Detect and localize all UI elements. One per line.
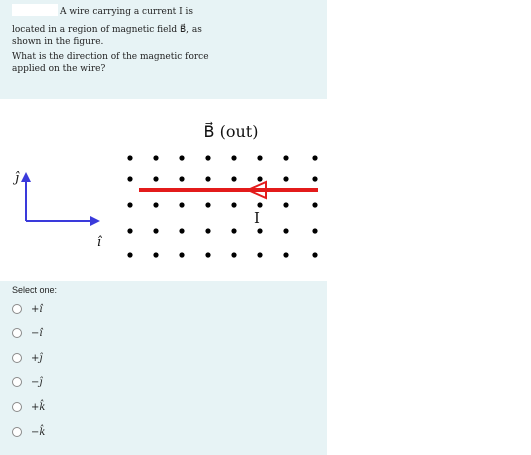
field-dot xyxy=(205,202,210,207)
j-arrow-icon xyxy=(21,172,31,182)
field-dot xyxy=(127,155,132,160)
j-axis-label: ĵ xyxy=(14,171,20,186)
field-label: B⃗ (out) xyxy=(203,122,259,141)
field-dot xyxy=(205,252,210,257)
question-line-2: located in a region of magnetic field B⃗, as xyxy=(12,25,202,35)
option-plus-i[interactable] xyxy=(12,301,43,317)
question-line-5: applied on the wire? xyxy=(12,64,106,74)
field-dot xyxy=(312,252,317,257)
current-label: I xyxy=(254,209,260,227)
field-dot xyxy=(127,252,132,257)
question-line-1: A wire carrying a current I is xyxy=(60,7,194,17)
field-dot xyxy=(312,155,317,160)
field-dot xyxy=(153,228,158,233)
field-dot xyxy=(257,176,262,181)
option-label: +k̂ xyxy=(31,401,46,413)
field-dot xyxy=(312,228,317,233)
field-dot xyxy=(127,228,132,233)
field-dot xyxy=(153,202,158,207)
field-dot xyxy=(231,176,236,181)
field-dot xyxy=(179,252,184,257)
field-dot xyxy=(153,176,158,181)
option-minus-j[interactable] xyxy=(12,374,42,390)
radio-button[interactable] xyxy=(12,304,22,314)
field-dot xyxy=(283,155,288,160)
field-dot xyxy=(179,155,184,160)
radio-button[interactable] xyxy=(12,353,22,363)
answer-panel xyxy=(0,281,327,455)
radio-button[interactable] xyxy=(12,427,22,437)
field-dot xyxy=(179,228,184,233)
option-label: −î xyxy=(31,327,43,339)
field-dot xyxy=(231,202,236,207)
field-dot xyxy=(231,228,236,233)
field-dot xyxy=(205,155,210,160)
field-dot xyxy=(312,202,317,207)
option-label: +ĵ xyxy=(31,352,43,364)
field-dot xyxy=(179,202,184,207)
option-plus-j[interactable] xyxy=(12,350,42,366)
option-plus-k[interactable] xyxy=(12,399,45,415)
field-dot xyxy=(127,176,132,181)
option-minus-i[interactable] xyxy=(12,325,43,341)
field-dot xyxy=(257,202,262,207)
field-dot xyxy=(205,228,210,233)
option-label: −k̂ xyxy=(31,426,46,438)
field-dot xyxy=(127,202,132,207)
field-dot xyxy=(153,155,158,160)
field-dot xyxy=(283,176,288,181)
field-dot xyxy=(312,176,317,181)
field-dot xyxy=(257,228,262,233)
field-dot xyxy=(283,228,288,233)
field-dot xyxy=(205,176,210,181)
select-one-label: Select one: xyxy=(12,285,58,295)
radio-button[interactable] xyxy=(12,402,22,412)
question-line-3: shown in the figure. xyxy=(12,37,104,47)
option-label: +î xyxy=(31,303,43,315)
field-dot xyxy=(231,252,236,257)
field-dot xyxy=(179,176,184,181)
radio-button[interactable] xyxy=(12,328,22,338)
field-dot xyxy=(257,252,262,257)
option-minus-k[interactable] xyxy=(12,424,45,440)
field-dot xyxy=(283,202,288,207)
field-dot xyxy=(257,155,262,160)
radio-button[interactable] xyxy=(12,377,22,387)
dot-grid xyxy=(127,155,317,257)
field-dot xyxy=(231,155,236,160)
option-label: −ĵ xyxy=(31,376,43,388)
field-dot xyxy=(153,252,158,257)
i-arrow-icon xyxy=(90,216,100,226)
i-axis-label: î xyxy=(96,235,102,250)
question-line-4: What is the direction of the magnetic force xyxy=(12,52,209,62)
field-dot xyxy=(283,252,288,257)
